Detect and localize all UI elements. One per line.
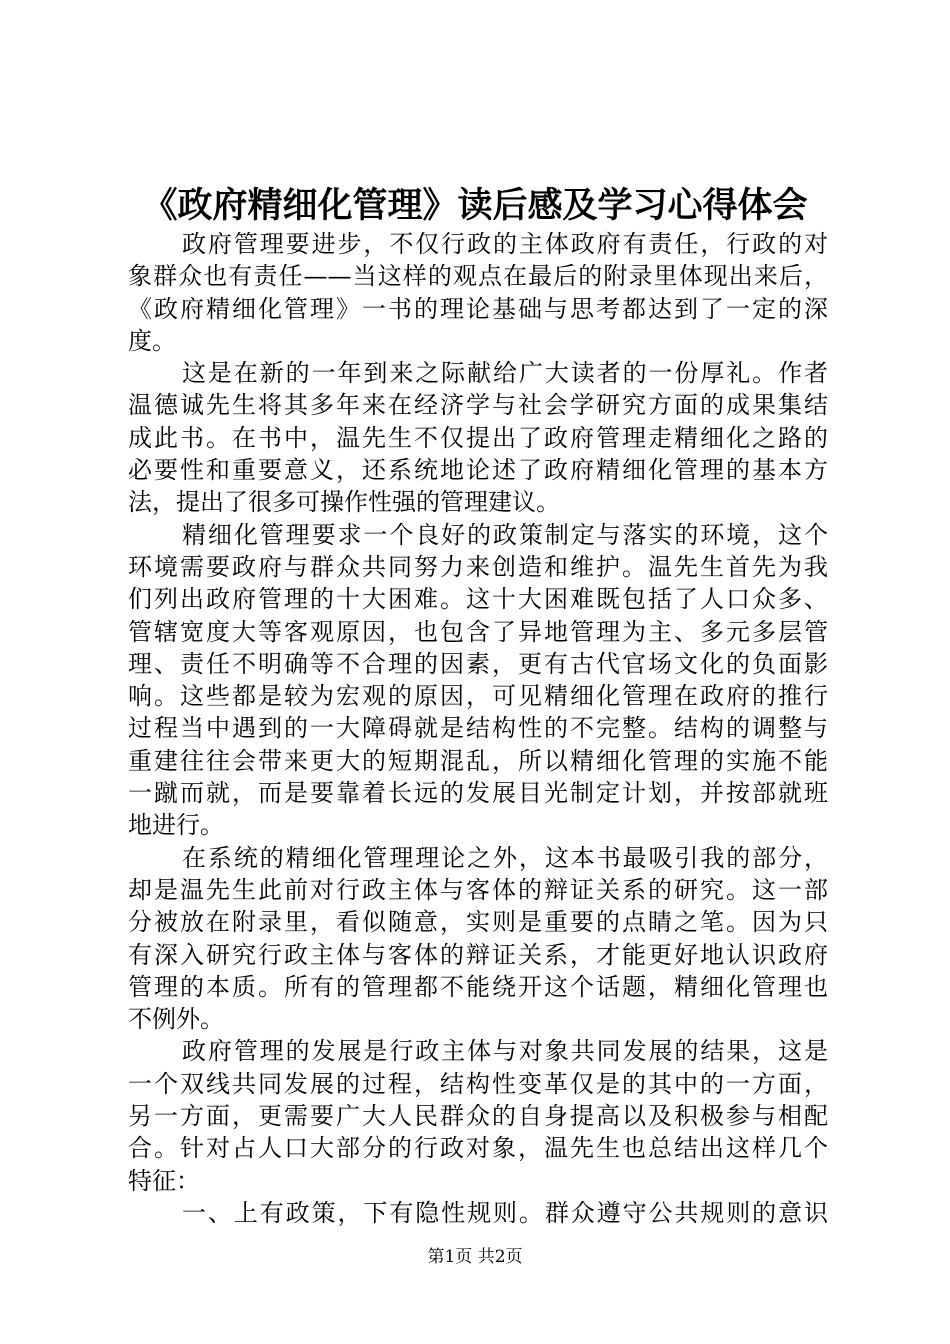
page-footer: 第1页 共2页 [427,1247,523,1267]
body-line: 政府管理的发展是行政主体与对象共同发展的结果，这是 [182,1037,828,1066]
body-line: 管辖宽度大等客观原因，也包含了异地管理为主、多元多层管 [128,617,828,646]
body-line: 有深入研究行政主体与客体的辩证关系，才能更好地认识政府 [128,940,828,969]
document-title: 《政府精细化管理》读后感及学习心得体会 [142,186,808,226]
body-line: 过程当中遇到的一大障碍就是结构性的不完整。结构的调整与 [128,714,828,743]
body-line: 特征： [128,1166,200,1195]
body-line: 象群众也有责任——当这样的观点在最后的附录里体现出来后， [128,262,828,291]
body-line: 法，提出了很多可操作性强的管理建议。 [128,488,560,517]
body-line: 在系统的精细化管理理论之外，这本书最吸引我的部分， [182,843,828,872]
body-line: 一蹴而就，而是要靠着长远的发展目光制定计划，并按部就班 [128,779,828,808]
body-line: 却是温先生此前对行政主体与客体的辩证关系的研究。这一部 [128,875,828,904]
body-line: 成此书。在书中，温先生不仅提出了政府管理走精细化之路的 [128,423,828,452]
body-line: 政府管理要进步，不仅行政的主体政府有责任，行政的对 [182,230,828,258]
body-line: 温德诚先生将其多年来在经济学与社会学研究方面的成果集结 [128,391,828,420]
body-line: 地进行。 [128,811,224,840]
body-line: 精细化管理要求一个良好的政策制定与落实的环境，这个 [182,520,828,549]
body-line: 管理的本质。所有的管理都不能绕开这个话题，精细化管理也 [128,972,828,1001]
body-line: 《政府精细化管理》一书的理论基础与思考都达到了一定的深 [128,294,828,323]
body-line: 度。 [128,326,176,355]
body-line: 一个双线共同发展的过程，结构性变革仅是的其中的一方面， [128,1069,828,1098]
body-line: 重建往往会带来更大的短期混乱，所以精细化管理的实施不能 [128,746,828,775]
body-line: 不例外。 [128,1005,224,1034]
body-line: 这是在新的一年到来之际献给广大读者的一份厚礼。作者 [182,359,828,388]
body-line: 必要性和重要意义，还系统地论述了政府精细化管理的基本方 [128,456,828,485]
body-line: 环境需要政府与群众共同努力来创造和维护。温先生首先为我 [128,552,828,581]
body-line: 分被放在附录里，看似随意，实则是重要的点睛之笔。因为只 [128,908,828,937]
body-line: 另一方面，更需要广大人民群众的自身提高以及积极参与相配 [128,1102,828,1131]
body-line: 合。针对占人口大部分的行政对象，温先生也总结出这样几个 [128,1134,828,1163]
body-line: 们列出政府管理的十大困难。这十大困难既包括了人口众多、 [128,585,828,614]
body-line: 响。这些都是较为宏观的原因，可见精细化管理在政府的推行 [128,682,828,711]
document-body [128,228,828,1229]
body-line: 理、责任不明确等不合理的因素，更有古代官场文化的负面影 [128,649,828,678]
body-line: 一、上有政策，下有隐性规则。群众遵守公共规则的意识 [182,1198,828,1227]
